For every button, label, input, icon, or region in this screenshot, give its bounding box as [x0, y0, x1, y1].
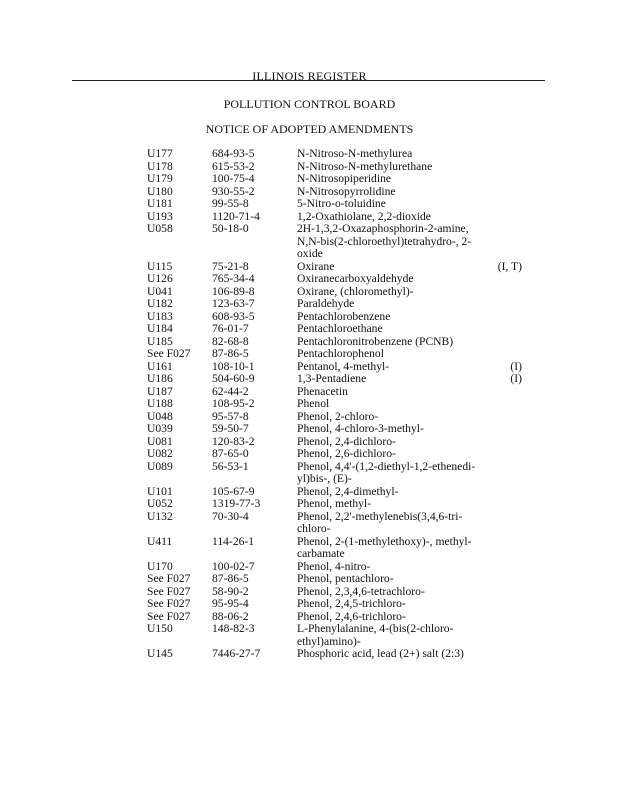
- cas-number: 615-53-2: [212, 159, 255, 173]
- substance-name-line: Pentachloronitrobenzene (PCNB): [297, 334, 454, 348]
- cas-number: 50-18-0: [212, 222, 249, 235]
- cas-number: 76-01-7: [212, 322, 249, 335]
- substance-name-line: Oxirane: [297, 259, 335, 273]
- cas-number: 684-93-5: [212, 147, 255, 160]
- cas-number: 114-26-1: [212, 534, 255, 548]
- substance-name-line: Pentanol, 4-methyl-: [297, 359, 390, 373]
- cas-number: 108-10-1: [212, 359, 255, 373]
- waste-code-row: [0, 173, 619, 186]
- waste-code-row: [0, 148, 619, 161]
- substance-name-line: Phenol, 2-(1-methylethoxy)-, methyl-: [297, 534, 472, 548]
- waste-code: U081: [147, 434, 173, 448]
- substance-name: [297, 223, 482, 261]
- substance-name-line: Oxirane, (chloromethyl)-: [297, 284, 414, 298]
- substance-name-line: Paraldehyde: [297, 297, 355, 310]
- hazard-code: (I, T): [497, 259, 522, 273]
- cas-number: 95-57-8: [212, 409, 249, 423]
- waste-code: U161: [147, 359, 173, 373]
- cas-number: 108-95-2: [212, 397, 255, 410]
- waste-code: U179: [147, 172, 173, 185]
- waste-code: U180: [147, 184, 173, 198]
- waste-code: See F027: [147, 347, 191, 360]
- substance-name-line: Phenol, 2,6-dichloro-: [297, 447, 396, 460]
- cas-number: 120-83-2: [212, 434, 255, 448]
- substance-name-line: Phenol, 2,2'-methylenebis(3,4,6-tri-: [297, 509, 463, 523]
- cas-number: 148-82-3: [212, 622, 255, 635]
- waste-code: U170: [147, 559, 173, 573]
- waste-code-row: [0, 623, 619, 648]
- substance-name-line: Oxiranecarboxyaldehyde: [297, 272, 414, 285]
- substance-name-line: 5-Nitro-o-toluidine: [297, 197, 386, 210]
- substance-name: [297, 536, 482, 561]
- hazard-code: (I): [510, 372, 522, 385]
- waste-code-row: [0, 511, 619, 536]
- cas-number: 87-86-5: [212, 572, 249, 585]
- substance-name: [297, 348, 482, 361]
- waste-code-row: [0, 498, 619, 511]
- waste-code-row: [0, 573, 619, 586]
- substance-name: [297, 198, 482, 211]
- substance-name-line: Phenol, 4,4'-(1,2-diethyl-1,2-ethenedi-: [297, 459, 476, 473]
- cas-number: 56-53-1: [212, 459, 249, 473]
- waste-code: U058: [147, 222, 173, 235]
- substance-name: [297, 148, 482, 161]
- substance-name-line: L-Phenylalanine, 4-(bis(2-chloro-: [297, 622, 454, 635]
- waste-code: U150: [147, 622, 173, 635]
- waste-code: U193: [147, 209, 173, 223]
- substance-name: [297, 448, 482, 461]
- substance-name-line: Phenol, 4-chloro-3-methyl-: [297, 422, 424, 435]
- cas-number: 75-21-8: [212, 259, 249, 273]
- cas-number: 59-50-7: [212, 422, 249, 435]
- waste-code: U126: [147, 272, 173, 285]
- cas-number: 930-55-2: [212, 184, 255, 198]
- substance-name-line: Phenol: [297, 397, 330, 410]
- cas-number: 123-63-7: [212, 297, 255, 310]
- waste-code: U089: [147, 459, 173, 473]
- substance-name: [297, 398, 482, 411]
- substance-name: [297, 623, 482, 648]
- hazard-code: (I): [510, 359, 522, 373]
- substance-name-line: 1,2-Oxathiolane, 2,2-dioxide: [297, 209, 431, 223]
- substance-name-line: N-Nitrosopiperidine: [297, 172, 392, 185]
- cas-number: 99-55-8: [212, 197, 249, 210]
- substance-name-line: carbamate: [297, 547, 345, 560]
- waste-code: U183: [147, 309, 173, 323]
- substance-name-line: 2H-1,3,2-Oxazaphosphorin-2-amine,: [297, 222, 469, 235]
- waste-code-row: [0, 648, 619, 661]
- waste-code: See F027: [147, 597, 191, 610]
- substance-name: [297, 173, 482, 186]
- waste-code-row: [0, 198, 619, 211]
- waste-code-row: [0, 398, 619, 411]
- substance-name-line: Phenol, pentachloro-: [297, 572, 394, 585]
- cas-number: 70-30-4: [212, 509, 249, 523]
- substance-name-line: Phenol, 2,3,4,6-tetrachloro-: [297, 584, 425, 598]
- waste-code: See F027: [147, 572, 191, 585]
- substance-name-line: N-Nitrosopyrrolidine: [297, 184, 396, 198]
- substance-name: [297, 511, 482, 536]
- substance-name: [297, 648, 482, 661]
- cas-number: 105-67-9: [212, 484, 255, 498]
- cas-number: 100-75-4: [212, 172, 255, 185]
- substance-name-line: chloro-: [297, 522, 331, 535]
- substance-name: [297, 598, 482, 611]
- waste-code: See F027: [147, 609, 191, 623]
- substance-name-line: Phenol, 2-chloro-: [297, 409, 379, 423]
- waste-code-row: [0, 373, 619, 386]
- waste-code: U181: [147, 197, 173, 210]
- waste-code: U048: [147, 409, 173, 423]
- waste-code-row: [0, 348, 619, 361]
- cas-number: 1120-71-4: [212, 209, 260, 223]
- cas-number: 106-89-8: [212, 284, 255, 298]
- substance-name-line: Phosphoric acid, lead (2+) salt (2:3): [297, 647, 464, 660]
- waste-code-row: [0, 223, 619, 261]
- notice-title: NOTICE OF ADOPTED AMENDMENTS: [205, 122, 414, 136]
- waste-code: U178: [147, 159, 173, 173]
- substance-name: [297, 298, 482, 311]
- cas-number: 62-44-2: [212, 384, 249, 398]
- waste-code: U177: [147, 147, 173, 160]
- waste-code-row: [0, 423, 619, 436]
- page-header-title: ILLINOIS REGISTER: [252, 69, 367, 83]
- waste-code: U187: [147, 384, 173, 398]
- substance-name-line: Pentachloroethane: [297, 322, 383, 335]
- substance-name-line: Phenol, 4-nitro-: [297, 559, 371, 573]
- cas-number: 95-95-4: [212, 597, 249, 610]
- waste-code-row: [0, 461, 619, 486]
- cas-number: 100-02-7: [212, 559, 255, 573]
- substance-name: [297, 498, 482, 511]
- waste-code: U182: [147, 297, 173, 310]
- waste-code: U132: [147, 509, 173, 523]
- cas-number: 58-90-2: [212, 584, 249, 598]
- substance-name-line: Pentachlorobenzene: [297, 309, 391, 323]
- cas-number: 608-93-5: [212, 309, 255, 323]
- substance-name: [297, 273, 482, 286]
- waste-code: U145: [147, 647, 173, 660]
- substance-name: [297, 373, 482, 386]
- waste-code: U185: [147, 334, 173, 348]
- substance-name: [297, 573, 482, 586]
- waste-code-row: [0, 448, 619, 461]
- substance-name-line: ethyl)amino)-: [297, 634, 361, 648]
- waste-code: U188: [147, 397, 173, 410]
- substance-name: [297, 323, 482, 336]
- substance-name-line: Phenol, 2,4,5-trichloro-: [297, 597, 406, 610]
- cas-number: 504-60-9: [212, 372, 255, 385]
- waste-code: U411: [147, 534, 173, 548]
- cas-number: 1319-77-3: [212, 497, 261, 510]
- waste-code: U082: [147, 447, 173, 460]
- substance-name-line: 1,3-Pentadiene: [297, 372, 367, 385]
- substance-name-line: Phenol, 2,4,6-trichloro-: [297, 609, 406, 623]
- waste-code: U041: [147, 284, 173, 298]
- waste-code: U101: [147, 484, 173, 498]
- cas-number: 87-86-5: [212, 347, 249, 360]
- substance-name: [297, 461, 482, 486]
- substance-name-line: N-Nitroso-N-methylurethane: [297, 159, 433, 173]
- waste-code-row: [0, 273, 619, 286]
- cas-number: 88-06-2: [212, 609, 249, 623]
- substance-name-line: yl)bis-, (E)-: [297, 472, 352, 485]
- cas-number: 82-68-8: [212, 334, 249, 348]
- substance-name-line: oxide: [297, 247, 323, 260]
- substance-name-line: N,N-bis(2-chloroethyl)tetrahydro-, 2-: [297, 234, 472, 248]
- header-rule: [72, 80, 545, 81]
- waste-code: U115: [147, 259, 173, 273]
- waste-code: U184: [147, 322, 173, 335]
- cas-number: 7446-27-7: [212, 647, 261, 660]
- substance-name-line: Pentachlorophenol: [297, 347, 384, 360]
- waste-code: U039: [147, 422, 173, 435]
- substance-name-line: N-Nitroso-N-methylurea: [297, 147, 413, 160]
- waste-code: U052: [147, 497, 173, 510]
- waste-code-row: [0, 298, 619, 311]
- waste-code-row: [0, 598, 619, 611]
- cas-number: 87-65-0: [212, 447, 249, 460]
- substance-name-line: Phenol, 2,4-dichloro-: [297, 434, 396, 448]
- substance-name-line: Phenacetin: [297, 384, 348, 398]
- substance-name-line: Phenol, 2,4-dimethyl-: [297, 484, 399, 498]
- waste-code-list: [0, 148, 619, 661]
- waste-code: U186: [147, 372, 173, 385]
- substance-name: [297, 423, 482, 436]
- waste-code-row: [0, 323, 619, 336]
- waste-code-row: [0, 536, 619, 561]
- substance-name-line: Phenol, methyl-: [297, 497, 372, 510]
- cas-number: 765-34-4: [212, 272, 255, 285]
- waste-code: See F027: [147, 584, 191, 598]
- board-name: POLLUTION CONTROL BOARD: [223, 97, 396, 111]
